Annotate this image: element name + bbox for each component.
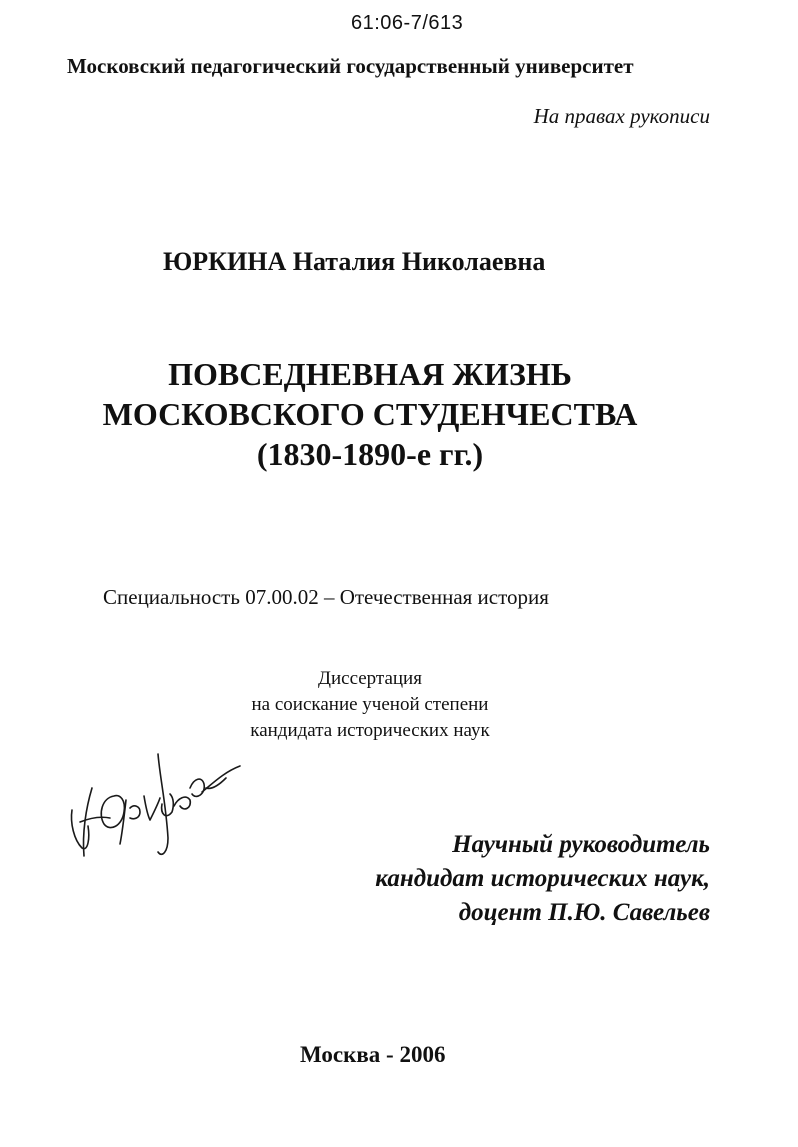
degree-statement (200, 666, 540, 744)
degree-line-3: кандидата исторических наук (250, 720, 490, 741)
author-signature (62, 748, 252, 868)
degree-line-1: Диссертация (318, 668, 422, 689)
title-line-1: ПОВСЕДНЕВНАЯ ЖИЗНЬ (168, 356, 572, 392)
scientific-advisor (375, 828, 710, 930)
advisor-line-2: кандидат исторических наук, (375, 865, 710, 892)
advisor-line-3: доцент П.Ю. Савельев (458, 899, 710, 926)
author-name: ЮРКИНА Наталия Николаевна (163, 247, 546, 276)
specialty-line: Специальность 07.00.02 – Отечественная история (103, 585, 549, 609)
title-line-3: (1830-1890-е гг.) (256, 436, 484, 472)
city-year: Москва - 2006 (300, 1042, 446, 1067)
catalog-code: 61:06-7/613 (351, 12, 464, 34)
manuscript-note: На правах рукописи (533, 104, 710, 128)
dissertation-title (60, 354, 680, 474)
advisor-line-1: Научный руководитель (452, 831, 710, 858)
university-name: Московский педагогический государственный университет (67, 54, 634, 78)
title-line-2: МОСКОВСКОГО СТУДЕНЧЕСТВА (102, 396, 638, 432)
degree-line-2: на соискание ученой степени (251, 694, 489, 715)
